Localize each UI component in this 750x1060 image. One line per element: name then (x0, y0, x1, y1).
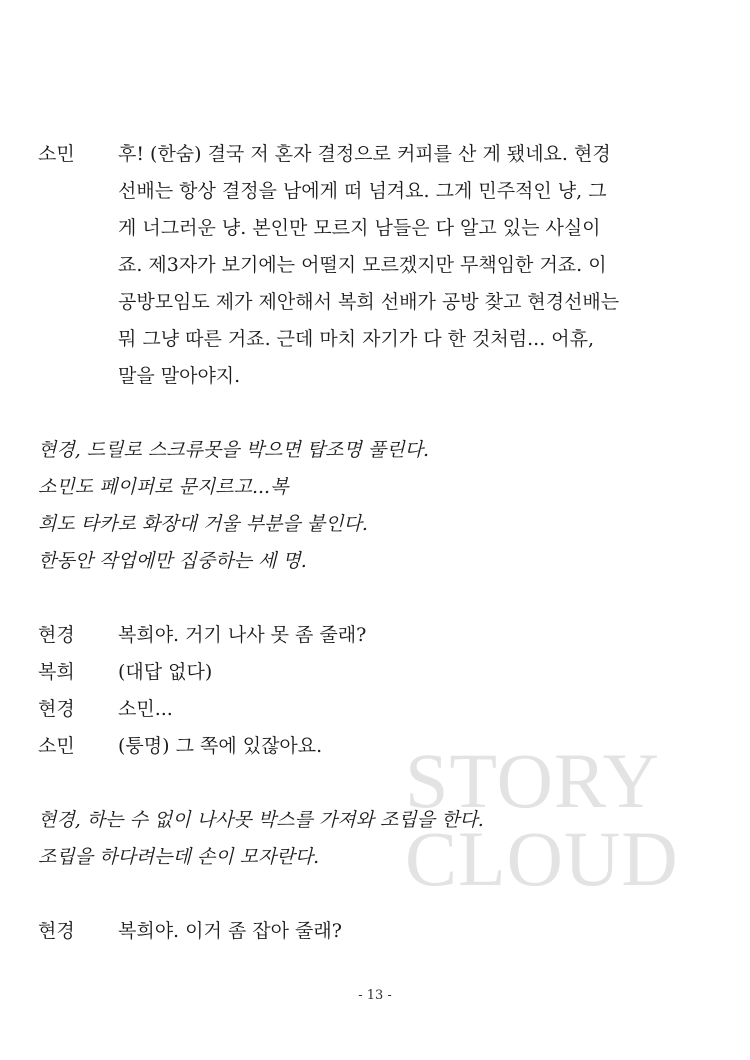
stage-direction-line: 조립을 하다려는데 손이 모자란다. (38, 846, 320, 868)
dialogue-line-row (38, 617, 718, 654)
spacer (38, 765, 718, 802)
dialogue-line: 죠. 제3자가 보기에는 어떨지 모르겠지만 무책임한 거죠. 이 (118, 254, 607, 276)
dialogue-text: (대답 없다) (118, 661, 213, 683)
script-body (38, 136, 718, 950)
dialogue-block (38, 136, 718, 395)
speaker-name: 현경 (38, 698, 75, 720)
watermark-line-1: STORY (405, 737, 660, 824)
stage-direction-line: 한동안 작업에만 집중하는 세 명. (38, 550, 307, 572)
dialogue-line: 선배는 항상 결정을 남에게 떠 넘겨요. 그게 민주적인 냥, 그 (118, 180, 607, 202)
dialogue-line: 뭐 그냥 따른 거죠. 근데 마치 자기가 다 한 것처럼... 어휴, (118, 328, 595, 350)
stage-direction (38, 802, 718, 876)
dialogue-line-row (38, 691, 718, 728)
dialogue-line: 후! (한숨) 결국 저 혼자 결정으로 커피를 산 게 됐네요. 현경 (118, 143, 611, 165)
dialogue-line-row (38, 728, 718, 765)
speaker-name: 소민 (38, 735, 75, 757)
dialogue-text (118, 136, 718, 395)
stage-direction (38, 432, 718, 580)
speaker-name: 소민 (38, 143, 75, 165)
spacer (38, 395, 718, 432)
speaker-name: 현경 (38, 624, 75, 646)
page-number: - 13 - (358, 988, 392, 1003)
dialogue-line: 말을 말아야지. (118, 365, 241, 387)
stage-direction-line: 희도 타카로 화장대 거울 부분을 붙인다. (38, 513, 368, 535)
dialogue-text: 소민... (118, 698, 173, 720)
spacer (38, 876, 718, 913)
dialogue-text: (퉁명) 그 쪽에 있잖아요. (118, 735, 323, 757)
spacer (38, 580, 718, 617)
speaker-name: 복희 (38, 661, 75, 683)
dialogue-text: 복희야. 거기 나사 못 좀 줄래? (118, 624, 367, 646)
dialogue-text: 복희야. 이거 좀 잡아 줄래? (118, 920, 342, 942)
stage-direction-line: 현경, 하는 수 없이 나사못 박스를 가져와 조립을 한다. (38, 809, 484, 831)
dialogue-line: 게 너그러운 냥. 본인만 모르지 남들은 다 알고 있는 사실이 (118, 217, 601, 239)
dialogue-line-row (38, 913, 718, 950)
speaker-name: 현경 (38, 920, 75, 942)
watermark-line-2: CLOUD (405, 815, 679, 902)
stage-direction-line: 소민도 페이퍼로 문지르고...복 (38, 476, 289, 498)
stage-direction-line: 현경, 드릴로 스크류못을 박으면 탑조명 풀린다. (38, 439, 430, 461)
dialogue-line-row (38, 654, 718, 691)
dialogue-group (38, 617, 718, 765)
dialogue-line: 공방모임도 제가 제안해서 복희 선배가 공방 찾고 현경선배는 (118, 291, 620, 313)
dialogue-group (38, 913, 718, 950)
